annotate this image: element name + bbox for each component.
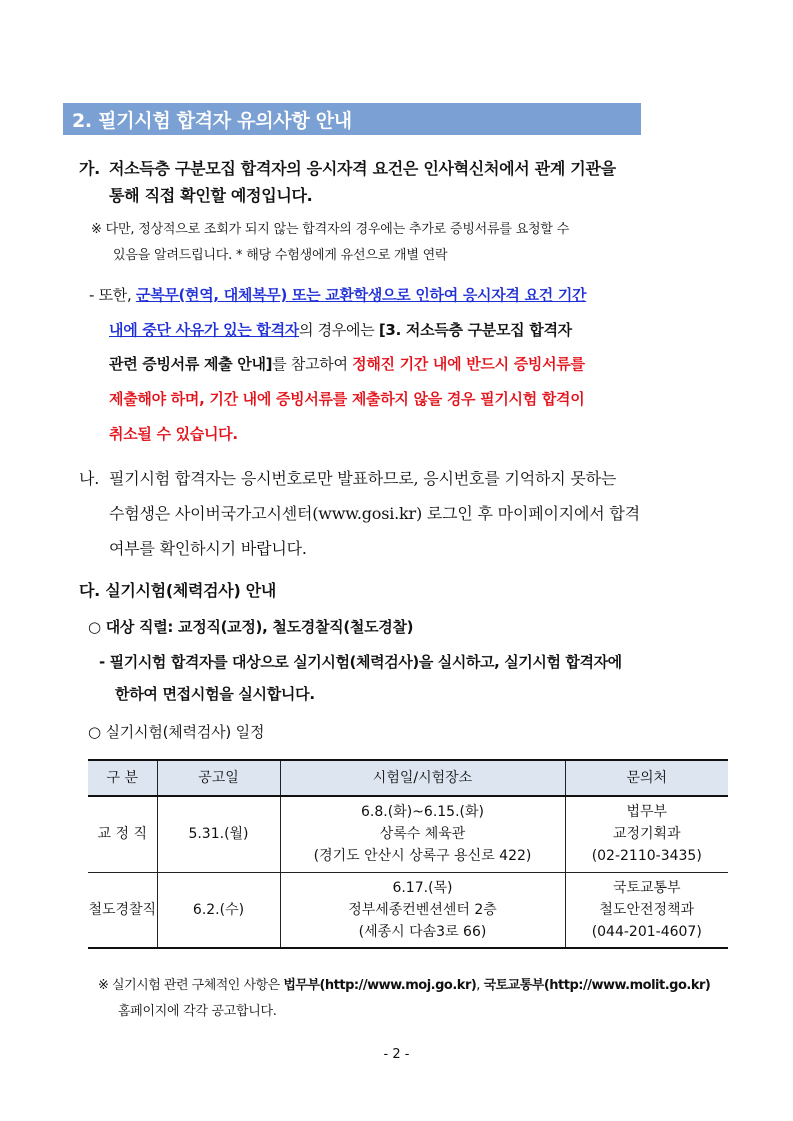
contact-line: 철도안전정책과 [599,901,695,918]
footnote-line-2: 홈페이지에 각각 공고합니다. [118,1004,277,1019]
also-blue-2: 내에 중단 사유가 있는 합격자 [109,321,299,339]
note-line-1: ※ 다만, 정상적으로 조회가 되지 않는 합격자의 경우에는 추가로 증빙서류를 요청할 수 [91,222,570,237]
table-row [88,796,728,872]
schedule-table [88,759,728,949]
also-line-2 [109,319,572,340]
footnote-line-1 [98,974,710,993]
target-line: ○ 대상 직렬: 교정직(교정), 철도경찰직(철도경찰) [88,618,414,636]
header-contact: 문의처 [565,760,728,796]
also-prefix: - 또한, [89,286,136,304]
header-exam-date-place: 시험일/시험장소 [280,760,565,796]
contact-line: (044-201-4607) [591,923,702,940]
exam-line: 상록수 체육관 [379,826,466,843]
exam-line: 6.17.(목) [392,879,453,896]
also-line-3 [109,353,585,374]
contact-line: 교정기획과 [612,826,681,843]
row-contact [565,872,728,948]
exam-line: 6.8.(화)~6.15.(화) [361,804,484,821]
also-blue-1: 군복무(현역, 대체복무) 또는 교환학생으로 인하여 응시자격 요건 기간 [135,286,587,304]
also-bold-2: 관련 증빙서류 제출 안내] [109,355,273,373]
contact-line: 국토교통부 [612,879,681,896]
section-ga-line-2: 통해 직접 확인할 예정입니다. [109,186,313,205]
contact-line: 법무부 [626,804,668,821]
section-na-line-2: 수험생은 사이버국가고시센터(www.gosi.kr) 로그인 후 마이페이지에서 합격 [109,504,640,523]
header-category: 구 분 [88,760,157,796]
desc-line-2: 한하여 면접시험을 실시합니다. [115,685,315,703]
exam-line: (경기도 안산시 상록구 용신로 422) [313,848,532,865]
row-category: 철도경찰직 [88,872,157,948]
section-ga-line-1: 저소득층 구분모집 합격자의 응시자격 요건은 인사혁신처에서 관계 기관을 [109,159,616,178]
footnote-moj-link[interactable]: 법무부(http://www.moj.go.kr) [283,978,477,993]
row-notice-date: 6.2.(수) [157,872,280,948]
row-exam-info [280,796,565,872]
section-na-line-3: 여부를 확인하시기 바랍니다. [109,539,307,558]
section-na-marker: 나. [79,469,100,488]
footnote-prefix: ※ 실기시험 관련 구체적인 사항은 [98,978,284,993]
row-exam-info [280,872,565,948]
section-na-line-1: 필기시험 합격자는 응시번호로만 발표하므로, 응시번호를 기억하지 못하는 [109,469,617,488]
also-line-1 [89,284,586,305]
also-red-3: 취소될 수 있습니다. [109,425,238,443]
footnote-molit-link[interactable]: 국토교통부(http://www.molit.go.kr) [483,978,711,993]
section-da-title: 다. 실기시험(체력검사) 안내 [79,581,277,600]
exam-line: (세종시 다솜3로 66) [358,923,487,940]
desc-line-1: - 필기시험 합격자를 대상으로 실기시험(체력검사)을 실시하고, 실기시험 합격자에 [99,653,622,671]
section-ga-marker: 가. [79,159,100,178]
row-notice-date: 5.31.(월) [157,796,280,872]
footnote-sep: , [476,978,484,993]
note-line-2: 있음을 알려드립니다. * 해당 수험생에게 유선으로 개별 연락 [113,248,448,263]
header-notice-date: 공고일 [157,760,280,796]
table-row [88,872,728,948]
schedule-title: ○ 실기시험(체력검사) 일정 [88,723,265,741]
also-bold-1: [3. 저소득층 구분모집 합격자 [378,321,572,339]
also-mid: 의 경우에는 [298,321,379,339]
row-contact [565,796,728,872]
exam-line: 정부세종컨벤션센터 2층 [348,901,497,918]
also-red-2: 제출해야 하며, 기간 내에 증빙서류를 제출하지 않을 경우 필기시험 합격이 [109,390,585,408]
table-header-row [88,760,728,796]
section-heading: 2. 필기시험 합격자 유의사항 안내 [72,110,352,132]
contact-line: (02-2110-3435) [591,848,702,865]
page-number: - 2 - [383,1047,410,1062]
row-category: 교 정 직 [88,796,157,872]
also-mid-2: 를 참고하여 [272,355,353,373]
also-red-1: 정해진 기간 내에 반드시 증빙서류를 [352,355,585,373]
